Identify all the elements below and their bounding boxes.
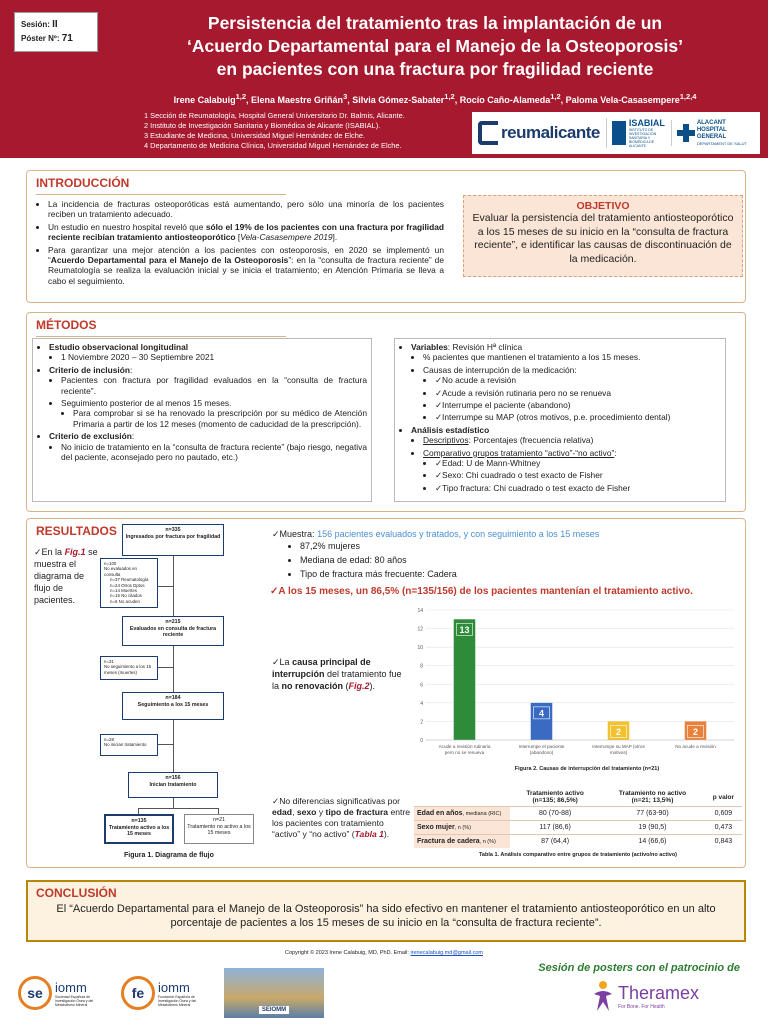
text: ”: en la “consulta de fractura reciente” de Reumatología se realiza la evaluación inicial y se inicia el tratamiento; en Atención Primaria se lleva a cabo el seguimiento. <box>48 255 444 286</box>
results-title: RESULTADOS <box>36 524 117 538</box>
author-sup: 1,2 <box>444 92 455 101</box>
methods-left-box <box>32 338 372 502</box>
method-item <box>49 342 367 363</box>
table-ref: Tabla 1 <box>354 829 384 839</box>
affiliation: 4 Departamento de Medicina Clínica, Universidad Miguel Hernández de Elche. <box>144 141 402 150</box>
check-icon: ✓ <box>270 586 279 597</box>
flow-sub-item: n=14 Muertes <box>110 588 137 594</box>
text: ). <box>383 829 390 839</box>
cell: 0,473 <box>705 821 742 835</box>
x-tick-label: Acude a revisión rutinaria <box>438 744 491 749</box>
text-bold: tipo de fractura <box>325 807 389 817</box>
text: Para garantizar una mejor atención a los pacientes con osteoporosis, en 2020 se implementó un “ <box>48 244 444 266</box>
text-bold: Acuerdo Departamental para el Manejo de la Osteoporosis <box>50 255 289 266</box>
headline-result <box>270 586 740 597</box>
text-bold: sólo el 19% de los pacientes con una fractura por fragilidad reciente recibían tratamiento antiosteoporótico <box>48 221 444 243</box>
flow-box-followup <box>122 692 224 720</box>
fig-ref: Fig.2 <box>348 681 370 691</box>
cause-item: ✓ • Interrumpe su MAP (otros motivos, p.e. procedimiento dental) <box>435 412 721 422</box>
authors <box>110 92 760 105</box>
flow-connector <box>138 808 218 809</box>
methods-left-list <box>37 342 367 462</box>
flow-box-active <box>104 814 174 844</box>
variables-label: Variables <box>411 342 448 352</box>
text-bold: edad <box>272 807 293 817</box>
flow-sub-item: n=15 No citados <box>110 593 142 599</box>
poster-value: 71 <box>61 33 73 44</box>
intro-bullets <box>36 199 444 288</box>
objective-title: OBJETIVO <box>576 200 630 212</box>
text: , <box>292 807 297 817</box>
text-bold: causa principal de interrupción <box>272 657 371 679</box>
poster-title <box>110 12 760 81</box>
congress-label: SEIOMM <box>259 1006 289 1014</box>
x-tick-label: No acude a revisión <box>675 744 716 749</box>
text: : Revisión Hª clínica <box>447 342 523 352</box>
cell: 19 (90,5) <box>600 821 705 835</box>
check-icon: ✓ <box>272 657 280 667</box>
row-label <box>414 807 510 821</box>
text-underline: Descriptivos <box>423 435 469 446</box>
author-sup: 1,2 <box>235 92 247 101</box>
inclusion-1: • Pacientes con fractura por fragilidad evaluados en la “consulta de fractura reciente”. <box>61 375 367 396</box>
flow-diagram <box>98 522 268 867</box>
cell: 0,609 <box>705 807 742 821</box>
sponsor-text: Sesión de posters con el patrocinio de <box>538 962 740 974</box>
fig1-caption: Figura 1. Diagrama de flujo <box>124 852 214 859</box>
cause-item: ✓ • No acude a revisión <box>435 375 721 385</box>
cell: 14 (66,6) <box>600 835 705 849</box>
y-tick-label: 2 <box>420 719 423 726</box>
seiomm-subtext: Sociedad Española de Investigación Ósea y del Metabolismo Mineral <box>55 994 94 1007</box>
row-label <box>414 835 510 849</box>
no-difference-note <box>272 796 412 840</box>
flow-box-admitted <box>122 524 224 556</box>
methods-right-box <box>394 338 726 502</box>
data-label: 13 <box>459 624 470 635</box>
x-tick-label: pero no se renueva <box>444 750 485 755</box>
y-tick-label: 14 <box>417 608 423 614</box>
flow-side-not-evaluated <box>100 558 158 608</box>
title-line-3: en pacientes con una fractura por fragilidad reciente <box>216 59 654 79</box>
flow-label: Evaluados en consulta de fractura reciente <box>129 625 217 639</box>
method-item: • Criterio de exclusión: • No inicio de tratamiento en la “consulta de fractura reciente” (bajo riesgo, negativa del paciente, aconsejado pero no pautado, etc.) <box>49 431 367 462</box>
citation: Vela-Casasempere 2019 <box>240 232 333 243</box>
bar <box>454 619 476 740</box>
alacant-text: ALACANT <box>696 120 726 126</box>
row-label-text: Sexo mujer <box>417 824 455 831</box>
isabial-logo <box>606 118 665 148</box>
cell: 0,843 <box>705 835 742 849</box>
methods-title-rule <box>36 336 286 337</box>
text: se muestra el diagrama de flujo de pacientes. <box>34 547 98 605</box>
y-tick-label: 6 <box>420 682 423 689</box>
flow-n: n=21 <box>213 817 225 823</box>
text: La <box>279 657 293 667</box>
flow-n: n=31 <box>104 659 114 664</box>
row-unit: , mediana (RIC) <box>462 811 502 817</box>
seiomm-text: iomm <box>55 979 87 995</box>
table-row <box>414 835 742 849</box>
comparison-table-wrap <box>414 788 742 858</box>
title-line-1: Persistencia del tratamiento tras la implantación de un <box>207 13 663 33</box>
congress-image <box>224 968 324 1018</box>
cause-note <box>272 656 408 692</box>
statistics <box>411 425 721 493</box>
table-header <box>600 788 705 807</box>
data-label: 2 <box>615 726 622 737</box>
row-unit: , n (%) <box>479 839 496 845</box>
check-icon: ✓ <box>272 529 280 539</box>
variable-2 <box>423 365 721 423</box>
check-icon: ✓ <box>272 796 280 806</box>
table-row <box>414 821 742 835</box>
cell: 77 (63-90) <box>600 807 705 821</box>
y-tick-label: 12 <box>417 626 423 633</box>
sample-value: 156 pacientes evaluados y tratados, y con seguimiento a los 15 meses <box>317 529 600 539</box>
flow-connector <box>173 720 174 772</box>
y-tick-label: 8 <box>420 663 423 670</box>
inclusion-2 <box>61 398 367 429</box>
study-dates: • 1 Noviembre 2020 – 30 Septiembre 2021 <box>61 352 367 362</box>
text: : <box>614 447 617 458</box>
cell: 80 (70-88) <box>510 807 600 821</box>
flow-label: Inician tratamiento <box>149 781 197 788</box>
x-tick-label: motivos) <box>609 750 628 755</box>
flow-label: Seguimiento a los 15 meses <box>137 701 209 708</box>
data-label: 4 <box>538 708 545 719</box>
affiliation: 2 Instituto de Investigación Sanitaria y Biomédica de Alicante (ISABIAL). <box>144 121 381 130</box>
copyright-text: Copyright © 2023 Irene Calabuig, MD, PhD. Email: <box>285 950 411 956</box>
x-tick-label: Interrumpe el paciente <box>518 744 565 749</box>
methods-right-list <box>399 342 721 493</box>
exclusion-label: Criterio de exclusión <box>49 431 132 442</box>
check-icon: ✓ <box>34 547 42 557</box>
table-corner <box>414 788 510 807</box>
author: , Rocío Caño-Alameda <box>454 95 551 105</box>
x-tick-label: (abandono) <box>529 750 554 755</box>
flow-n: n=335 <box>165 527 181 533</box>
intro-bullet-2 <box>48 222 444 243</box>
feiomm-logo <box>121 976 214 1010</box>
flow-label: No inician tratamiento <box>104 742 147 748</box>
theramex-logo <box>592 980 742 1012</box>
y-tick-label: 10 <box>417 645 423 652</box>
text: entre los pacientes con tratamiento “activo” y “no activo” ( <box>272 807 411 839</box>
cause-item: ✓ • Interrumpe el paciente (abandono) <box>435 400 721 410</box>
flow-side-no-treatment <box>100 734 158 756</box>
flow-side-no-followup <box>100 656 158 680</box>
flow-n: n=28 <box>104 737 114 742</box>
variable-1: • % pacientes que mantienen el tratamiento a los 15 meses. <box>423 352 721 362</box>
text: ]. <box>332 232 338 243</box>
society-logos <box>18 968 378 1018</box>
y-tick-label: 4 <box>420 700 423 707</box>
header-sub: (n=135; 86,5%) <box>532 797 578 804</box>
flow-n: n=215 <box>165 619 181 625</box>
study-design: Estudio observacional longitudinal <box>49 342 189 352</box>
alacant-text-2: HOSPITAL GENERAL <box>696 127 727 140</box>
seiomm-logo <box>18 976 111 1010</box>
flow-label: Ingresados por fractura por fragilidad <box>125 533 221 540</box>
text: y <box>316 807 326 817</box>
intro-title-rule <box>36 194 286 195</box>
isabial-mark-icon <box>612 121 626 145</box>
header-sub: (n=21; 13,5%) <box>631 797 674 804</box>
isabial-text: ISABIAL <box>628 118 665 128</box>
reumalicante-text: reumalicante <box>501 123 600 142</box>
variables <box>411 342 721 423</box>
table-caption: Tabla 1. Análisis comparativo entre grupos de tratamiento (activo/no activo) <box>478 852 678 858</box>
fig-ref: Fig.1 <box>64 547 86 557</box>
flow-connector <box>173 646 174 692</box>
header-text: Tratamiento activo <box>526 790 584 797</box>
objective-body: Evaluar la persistencia del tratamiento antiosteoporótico a los 15 meses de su inicio en la “consulta de fractura reciente”, e identificar las causas de discontinuación de la medicación. <box>472 212 734 265</box>
copyright <box>0 950 768 956</box>
flow-label: Tratamiento activo a los 15 meses <box>108 824 170 838</box>
x-tick-label: Interrumpe su MAP (otros <box>592 744 645 749</box>
chart-caption: Figura 2. Causas de interrupción del tratamiento (n=21) <box>514 766 660 772</box>
intro-bullet-1: • La incidencia de fracturas osteoporóticas está aumentando, pero sólo una minoría de los pacientes reciben un tratamiento adecuado. <box>48 199 444 220</box>
text: Muestra: <box>279 529 318 539</box>
author-sup: 1,2 <box>550 92 561 101</box>
flow-connector <box>158 667 173 668</box>
flow-label: No evaluados en consulta <box>104 566 137 577</box>
flow-n: n=156 <box>165 775 181 781</box>
test-item: ✓ • Tipo fractura: Chi cuadrado o test exacto de Fisher <box>435 483 721 493</box>
alacant-hospital-logo <box>671 120 754 146</box>
cell: 117 (86,6) <box>510 821 600 835</box>
intro-bullet-3 <box>48 245 444 287</box>
flow-connector <box>158 744 173 745</box>
header-text: Tratamiento no activo <box>618 790 687 797</box>
affiliations <box>144 111 464 151</box>
inclusion-label: Criterio de inclusión <box>49 364 130 375</box>
author-sup: 1,2,4 <box>679 92 697 101</box>
theramex-figure-icon <box>592 980 614 1012</box>
text: ( <box>343 681 349 691</box>
flow-sub-item: n=24 Otros Dptos <box>110 582 145 588</box>
row-unit: , n (%) <box>454 825 471 831</box>
flow-box-inactive <box>184 814 254 844</box>
y-tick-label: 0 <box>420 738 423 744</box>
text: En la <box>41 547 65 557</box>
author: , Paloma Vela-Casasempere <box>560 95 680 105</box>
flow-n: n=184 <box>165 695 181 701</box>
feiomm-subtext: Fundación Española de Investigación Ósea y del Metabolismo Mineral <box>158 994 197 1007</box>
test-item: ✓ • Edad: U de Mann-Whitney <box>435 458 721 468</box>
isabial-subtext: INSTITUTO DE INVESTIGACIÓN SANITARIA Y BIOMÉDICA DE ALICANTE <box>628 128 657 148</box>
alacant-subtext: DEPARTAMENT DE SALUT <box>696 141 747 146</box>
text-bold: sexo <box>296 807 317 817</box>
flow-n: n=135 <box>131 818 147 824</box>
reumalicante-mark-icon <box>478 121 498 145</box>
intro-title: INTRODUCCIÓN <box>36 176 130 190</box>
flow-box-start-treatment <box>128 772 218 798</box>
row-label-text: Edad en años <box>417 810 463 817</box>
email-link[interactable]: irenecalabuig.md@gmail.com <box>410 950 483 956</box>
author: , Elena Maestre Griñán <box>246 95 344 105</box>
inclusion-3: • Para comprobar si se ha renovado la prescripción por su médico de Atención Primaria a partir de los 12 meses (momento de caducidad de la prescripción). <box>73 408 367 429</box>
author-sup: 3 <box>343 92 348 101</box>
statistics-label: Análisis estadístico <box>411 424 490 435</box>
reumalicante-logo <box>478 121 600 145</box>
text-underline: Comparativo grupos tratamiento “activo”-“no activo” <box>423 447 615 458</box>
text: No diferencias significativas por <box>279 796 401 806</box>
objective-box <box>463 195 743 277</box>
test-item: ✓ • Sexo: Chi cuadrado o test exacto de Fisher <box>435 470 721 480</box>
methods-title: MÉTODOS <box>36 318 97 332</box>
seiomm-mark: se <box>18 976 52 1010</box>
stats-2 <box>423 448 721 494</box>
poster-label: Póster Nº: <box>21 34 60 43</box>
theramex-text: Theramex <box>618 982 700 1003</box>
row-label <box>414 821 510 835</box>
author: , Silvia Gómez-Sabater <box>347 95 445 105</box>
session-label: Sesión: <box>21 20 50 29</box>
row-label-text: Fractura de cadera <box>417 838 480 845</box>
conclusion-title: CONCLUSIÓN <box>36 886 117 900</box>
sample-stat: • 87,2% mujeres <box>300 540 742 552</box>
author: Irene Calabuig <box>173 95 236 105</box>
feiomm-mark: fe <box>121 976 155 1010</box>
table-header: p valor <box>712 793 735 801</box>
session-value: II <box>52 19 58 30</box>
conclusion-body: El “Acuerdo Departamental para el Manejo de la Osteoporosis” ha sido efectivo en mantener el tratamiento antiosteoporótico en un alto porcentaje de pacientes a los 15 meses de su inicio en la “consulta de fractura reciente”. <box>56 903 716 929</box>
hospital-cross-icon <box>677 124 694 142</box>
conclusion-box <box>26 880 746 942</box>
text: [ <box>235 232 241 243</box>
exclusion-1: • No inicio de tratamiento en la “consulta de fractura reciente” (bajo riesgo, negativa del paciente, aconsejado pero no pautado, etc.) <box>61 442 367 463</box>
session-box <box>14 12 98 52</box>
text: : Porcentajes (frecuencia relativa) <box>468 435 594 446</box>
sample-description <box>272 528 742 582</box>
flow-connector <box>173 556 174 616</box>
flow-box-evaluated <box>122 616 224 646</box>
flow-sub-item: n=6 No acuden <box>110 598 140 604</box>
flow-sub-item: n=37 Reumatología <box>110 577 149 583</box>
comparison-table <box>414 788 742 848</box>
affiliation: 1 Sección de Reumatología, Hospital General Universitario Dr. Balmis, Alicante. <box>144 111 405 120</box>
method-item: • Criterio de inclusión: • Pacientes con fractura por fragilidad evaluados en la “consulta de fractura reciente”. • Seguimiento posterior de al menos 15 meses. • Para comprobar si se ha renovado la prescripción por su médico de Atención Primaria a partir de los 12 meses (momento de caducidad de la prescripción). <box>49 365 367 429</box>
text: Seguimiento posterior de al menos 15 meses. <box>61 398 232 409</box>
flow-label: No seguimiento a los 15 meses (muertes) <box>104 664 152 675</box>
affiliation: 3 Estudiante de Medicina, Universidad Miguel Hernández de Elche. <box>144 131 366 140</box>
data-label: 2 <box>692 726 699 737</box>
bar-chart <box>412 604 742 776</box>
text: Un estudio en nuestro hospital reveló que <box>48 221 206 232</box>
institution-logos <box>472 112 760 154</box>
title-line-2: ‘Acuerdo Departamental para el Manejo de la Osteoporosis’ <box>187 36 683 56</box>
sample-stat: • Mediana de edad: 80 años <box>300 554 742 566</box>
fig1-note <box>34 546 98 606</box>
table-row <box>414 807 742 821</box>
text: Causas de interrupción de la medicación: <box>423 364 577 375</box>
cell: 87 (64,4) <box>510 835 600 849</box>
flow-connector <box>173 798 174 808</box>
flow-connector <box>158 586 173 587</box>
headline-text: A los 15 meses, un 86,5% (n=135/156) de los pacientes mantenían el tratamiento activo. <box>278 586 693 597</box>
sample-stat: • Tipo de fractura más frecuente: Cadera <box>300 568 742 580</box>
text: del tratamiento fue la <box>272 669 402 691</box>
table-header <box>510 788 600 807</box>
theramex-subtext: For Bone. For Health <box>618 1003 665 1010</box>
feiomm-text: iomm <box>158 979 190 995</box>
flow-label: Tratamiento no activo a los 15 meses <box>187 823 251 837</box>
text-bold: no renovación <box>281 681 344 691</box>
text: ). <box>369 681 376 691</box>
cause-item: ✓ • Acude a revisión rutinaria pero no se renueva <box>435 388 721 398</box>
flow-n: n=100 <box>104 561 117 566</box>
stats-1 <box>423 435 721 445</box>
